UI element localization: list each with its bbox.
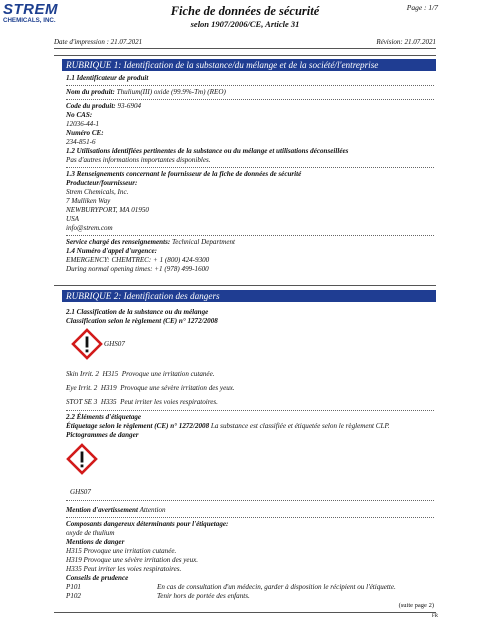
hazard-cat: Skin Irrit. 2 — [66, 370, 99, 378]
emergency-line: EMERGENCY: CHEMTREC: + 1 (800) 424-9300 — [66, 256, 210, 264]
service-label: Service chargé des renseignements: — [66, 238, 171, 246]
divider — [66, 410, 434, 411]
ce-value: 234-851-6 — [66, 138, 96, 146]
s12-text: Pas d'autres informations importantes disponibles. — [66, 156, 211, 164]
opening-line: During normal opening times: +1 (978) 499-1600 — [66, 265, 209, 273]
signal-word-line — [66, 506, 166, 515]
hazard-text: Provoque une sévère irritation des yeux. — [120, 384, 235, 392]
product-value: Thulium(III) oxide (99.9%-Tm) (REO) — [116, 88, 226, 96]
hazard-code: H315 — [102, 370, 119, 378]
divider — [66, 517, 434, 518]
cas-value: 12036-44-1 — [66, 120, 100, 128]
s11-heading: 1.1 Identificateur de produit — [66, 74, 149, 82]
divider — [66, 167, 434, 168]
s22-heading: 2.2 Éléments d'étiquetage — [66, 413, 142, 421]
s13-heading: 1.3 Renseignements concernant le fournisseur de la fiche de données de sécurité — [66, 170, 302, 178]
s12-heading: 1.2 Utilisations identifiées pertinentes de la substance ou du mélange et utilisations déconseillées — [66, 147, 349, 155]
service-value: Technical Department — [172, 238, 235, 246]
supplier-label: Producteur/fournisseur: — [66, 179, 138, 187]
divider — [66, 235, 434, 236]
exclamation-icon — [66, 443, 98, 475]
supplier-email[interactable]: info@strem.com — [66, 224, 113, 232]
document-subtitle: selon 1907/2006/CE, Article 31 — [190, 19, 300, 29]
pictograms-label: Pictogrammes de danger — [66, 431, 139, 439]
advice-text: En cas de consultation d'un médecin, garder à disposition le récipient ou l'étiquette. — [157, 583, 396, 591]
labelling-text: La substance est classifiée et étiquetée selon le règlement CLP. — [209, 422, 390, 430]
hazard-code: H319 — [100, 384, 117, 392]
components-label: Composants dangereux déterminants pour l'étiquetage: — [66, 520, 229, 528]
document-title: Fiche de données de sécurité — [170, 4, 320, 18]
danger-line: H319 Provoque une sévère irritation des yeux. — [66, 556, 199, 564]
supplier-line: 7 Mulliken Way — [66, 197, 111, 205]
continued-note: (suite page 2) — [398, 602, 434, 609]
code-label: Code du produit: — [66, 102, 116, 110]
supplier-line: NEWBURYPORT, MA 01950 — [66, 206, 149, 214]
labelling-label: Étiquetage selon le règlement (CE) n° 1272/2008 — [66, 422, 210, 430]
revision-date: Révision: 21.07.2021 — [376, 38, 436, 46]
components-value: oxyde de thulium — [66, 529, 115, 537]
labelling-line — [66, 422, 390, 431]
ghs07-code-2: GHS07 — [70, 488, 91, 496]
hazard-cat: STOT SE 3 — [66, 398, 98, 406]
advice-code: P102 — [66, 592, 81, 600]
supplier-line: USA — [66, 215, 80, 223]
header-rule — [54, 48, 436, 49]
ce-label: Numéro CE: — [66, 129, 104, 137]
signal-label: Mention d'avertissement — [66, 506, 138, 514]
signal-value: Attention — [139, 506, 166, 514]
advice-label: Conseils de prudence — [66, 574, 129, 582]
page-number: Page : 1/7 — [406, 3, 438, 12]
hazard-text: Provoque une irritation cutanée. — [121, 370, 215, 378]
s21-heading: 2.1 Classification de la substance ou du mélange — [66, 308, 209, 316]
advice-code: P101 — [66, 583, 81, 591]
logo-mark: STREM — [3, 1, 58, 18]
footer-rule — [54, 612, 436, 613]
section2-heading: RUBRIQUE 2: Identification des dangers — [62, 290, 436, 302]
cas-label: No CAS: — [66, 111, 93, 119]
logo-subtitle: CHEMICALS, INC. — [3, 17, 56, 24]
advice-text: Tenir hors de portée des enfants. — [157, 592, 250, 600]
hazard-text: Peut irriter les voies respiratoires. — [120, 398, 218, 406]
danger-line: H315 Provoque une irritation cutanée. — [66, 547, 177, 555]
hazard-row — [66, 384, 235, 393]
hazard-row — [66, 370, 215, 379]
s14-heading: 1.4 Numéro d'appel d'urgence: — [66, 247, 158, 255]
product-label: Nom du produit: — [66, 88, 115, 96]
classification-label: Classification selon le règlement (CE) n° 1272/2008 — [66, 317, 218, 325]
print-date: Date d'impression : 21.07.2021 — [54, 38, 143, 46]
exclamation-icon — [71, 328, 103, 360]
section1-heading: RUBRIQUE 1: Identification de la substance/du mélange et de la société/l'entreprise — [62, 59, 436, 71]
divider — [66, 85, 434, 86]
hazard-cat: Eye Irrit. 2 — [66, 384, 98, 392]
danger-line: H335 Peut irriter les voies respiratoires. — [66, 565, 182, 573]
service-line — [66, 238, 235, 247]
product-name — [66, 88, 226, 97]
section2-top-rule — [54, 285, 436, 286]
hazard-row — [66, 398, 218, 407]
danger-label: Mentions de danger — [66, 538, 125, 546]
ghs07-code: GHS07 — [104, 340, 125, 348]
language-code: FR — [431, 614, 438, 619]
supplier-line: Strem Chemicals, Inc. — [66, 188, 129, 196]
product-code — [66, 102, 141, 111]
ghs07-pictogram-label — [66, 443, 98, 480]
ghs07-pictogram — [71, 328, 103, 365]
code-value: 93-6904 — [117, 102, 142, 110]
hazard-code: H335 — [100, 398, 117, 406]
section1-top-rule — [54, 55, 436, 56]
divider — [66, 99, 434, 100]
divider — [66, 500, 434, 501]
